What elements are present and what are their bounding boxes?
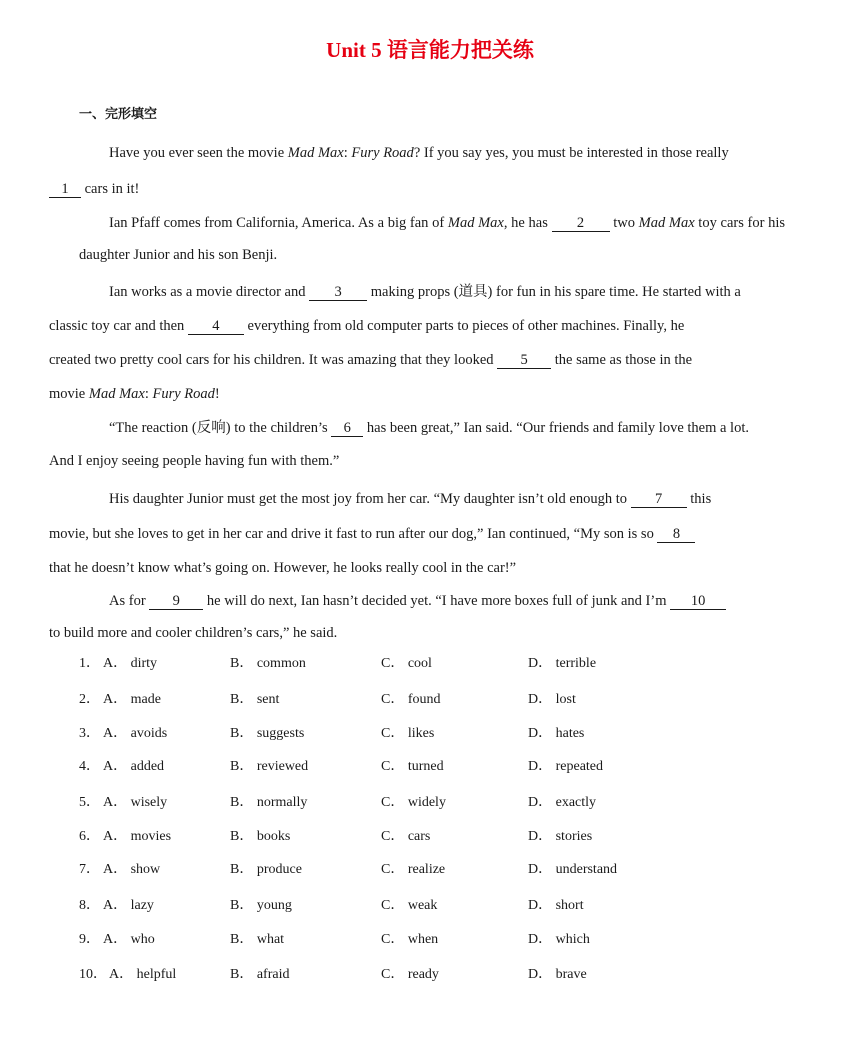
movie-subtitle: Fury Road (351, 145, 414, 161)
option-c[interactable]: C． turned (381, 759, 444, 774)
option-d[interactable]: D． hates (528, 726, 585, 741)
blank-10[interactable]: 10 (670, 594, 726, 610)
option-b[interactable]: B． afraid (230, 967, 290, 982)
blank-5[interactable]: 5 (497, 353, 551, 369)
option-b[interactable]: B． suggests (230, 726, 305, 741)
question-number: 6． (79, 829, 100, 844)
passage-paragraph-4: “The reaction (反响) to the children’s 6 has been great,” Ian said. “Our friends and family love them a lot. And I enjoy seeing people having fun with them.” (49, 420, 749, 469)
option-a[interactable]: A． who (103, 932, 155, 947)
question-number: 4． (79, 759, 100, 774)
option-c[interactable]: C． when (381, 932, 439, 947)
option-b[interactable]: B． produce (230, 862, 302, 877)
option-d[interactable]: D． stories (528, 829, 593, 844)
option-b[interactable]: B． young (230, 898, 292, 913)
passage-paragraph-3: Ian works as a movie director and 3 making props (道具) for fun in his spare time. He started with a classic toy car and then 4 everything from old computer parts to pieces of other machines. Finally, he created two pretty cool cars for his children. It was amazing that they looked 5 the same as those in the movie Mad Max: Fury Road! (49, 284, 741, 402)
option-a[interactable]: A． movies (103, 829, 172, 844)
option-b[interactable]: B． what (230, 932, 285, 947)
question-number: 3． (79, 726, 100, 741)
question-number: 5． (79, 795, 100, 810)
option-d[interactable]: D． which (528, 932, 590, 947)
option-c[interactable]: C． found (381, 692, 441, 707)
question-number: 2． (79, 692, 100, 707)
question-number: 9． (79, 932, 100, 947)
option-c[interactable]: C． realize (381, 862, 446, 877)
blank-8[interactable]: 8 (657, 527, 695, 543)
option-b[interactable]: B． normally (230, 795, 308, 810)
option-d[interactable]: D． lost (528, 692, 576, 707)
option-b[interactable]: B． common (230, 656, 306, 671)
option-a[interactable]: A． added (103, 759, 165, 774)
option-a[interactable]: A． wisely (103, 795, 168, 810)
passage-paragraph-6: As for 9 he will do next, Ian hasn’t decided yet. “I have more boxes full of junk and I’m 10 to build more and cooler children’s cars,” he said. (79, 585, 785, 649)
passage-paragraph-1: Have you ever seen the movie Mad Max: Fury Road? If you say yes, you must be interested in those really 1 cars in it! (79, 135, 785, 207)
blank-6[interactable]: 6 (331, 421, 363, 437)
question-number: 7． (79, 862, 100, 877)
option-a[interactable]: A． show (103, 862, 161, 877)
option-c[interactable]: C． cool (381, 656, 432, 671)
blank-7[interactable]: 7 (631, 492, 687, 508)
option-c[interactable]: C． weak (381, 898, 438, 913)
option-d[interactable]: D． exactly (528, 795, 597, 810)
option-c[interactable]: C． widely (381, 795, 446, 810)
blank-9[interactable]: 9 (149, 594, 203, 610)
option-a[interactable]: A． made (103, 692, 161, 707)
section-heading: 一、完形填空 (79, 107, 158, 122)
option-d[interactable]: D． brave (528, 967, 587, 982)
option-a[interactable]: A． dirty (103, 656, 158, 671)
option-d[interactable]: D． understand (528, 862, 618, 877)
passage-paragraph-2: Ian Pfaff comes from California, America. As a big fan of Mad Max, he has 2 two Mad Max toy cars for his daughter Junior and his son Benji. (79, 215, 786, 263)
option-c[interactable]: C． likes (381, 726, 435, 741)
option-c[interactable]: C． ready (381, 967, 439, 982)
option-d[interactable]: D． repeated (528, 759, 604, 774)
option-d[interactable]: D． terrible (528, 656, 597, 671)
option-c[interactable]: C． cars (381, 829, 431, 844)
question-number: 8． (79, 898, 100, 913)
option-d[interactable]: D． short (528, 898, 584, 913)
page-title: Unit 5 语言能力把关练 (326, 38, 534, 62)
blank-3[interactable]: 3 (309, 285, 367, 301)
movie-title: Mad Max (287, 145, 344, 161)
option-b[interactable]: B． reviewed (230, 759, 309, 774)
option-a[interactable]: A． lazy (103, 898, 154, 913)
blank-4[interactable]: 4 (188, 319, 244, 335)
blank-1[interactable]: 1 (49, 182, 81, 198)
question-number: 1． (79, 656, 100, 671)
blank-2[interactable]: 2 (552, 216, 610, 232)
option-b[interactable]: B． books (230, 829, 291, 844)
question-number: 10． (79, 967, 107, 982)
option-b[interactable]: B． sent (230, 692, 280, 707)
option-a[interactable]: A． avoids (103, 726, 168, 741)
passage-paragraph-5: His daughter Junior must get the most joy from her car. “My daughter isn’t old enough to 7 this movie, but she loves to get in her car and drive it fast to run after our dog,” Ian continued, “My son is so 8 that he doesn’t know what’s going on. However, he looks really cool in the car!” (49, 491, 712, 576)
option-a[interactable]: A． helpful (109, 967, 177, 982)
